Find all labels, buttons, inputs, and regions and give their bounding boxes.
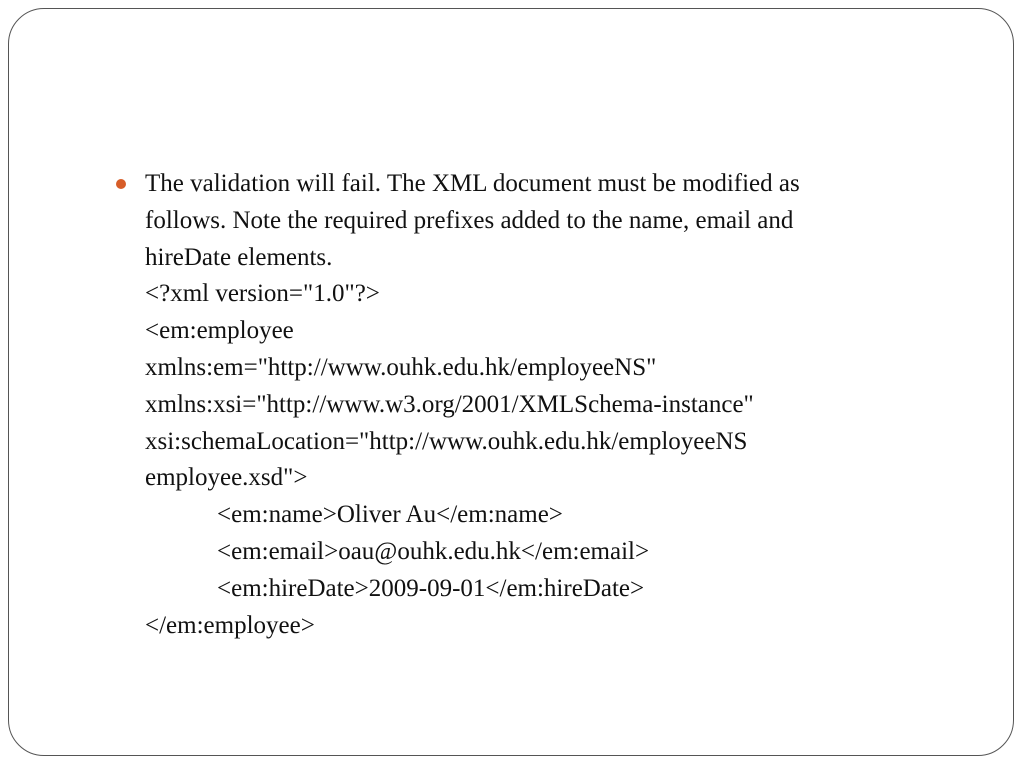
xml-root-open: <em:employee (145, 317, 294, 345)
xml-hiredate-element: <em:hireDate>2009-09-01</em:hireDate> (217, 574, 645, 602)
paragraph-line-2: follows. Note the required prefixes added to the name, email and (145, 206, 794, 234)
paragraph-line-3: hireDate elements. (145, 243, 333, 271)
xml-schema-file: employee.xsd"> (145, 464, 308, 492)
xml-schema-location: xsi:schemaLocation="http://www.ouhk.edu.hk/employeeNS (145, 427, 748, 455)
xml-namespace-xsi: xmlns:xsi="http://www.w3.org/2001/XMLSchema-instance" (145, 390, 754, 418)
xml-name-element: <em:name>Oliver Au</em:name> (217, 501, 563, 529)
paragraph-line-1: The validation will fail. The XML document must be modified as (145, 170, 800, 197)
xml-email-element: <em:email>oau@ouhk.edu.hk</em:email> (217, 537, 650, 565)
xml-declaration: <?xml version="1.0"?> (145, 280, 380, 308)
xml-namespace-em: xmlns:em="http://www.ouhk.edu.hk/employeeNS" (145, 353, 657, 381)
bullet-dot (116, 179, 126, 189)
slide-body (145, 166, 965, 644)
xml-root-close: </em:employee> (145, 611, 315, 639)
